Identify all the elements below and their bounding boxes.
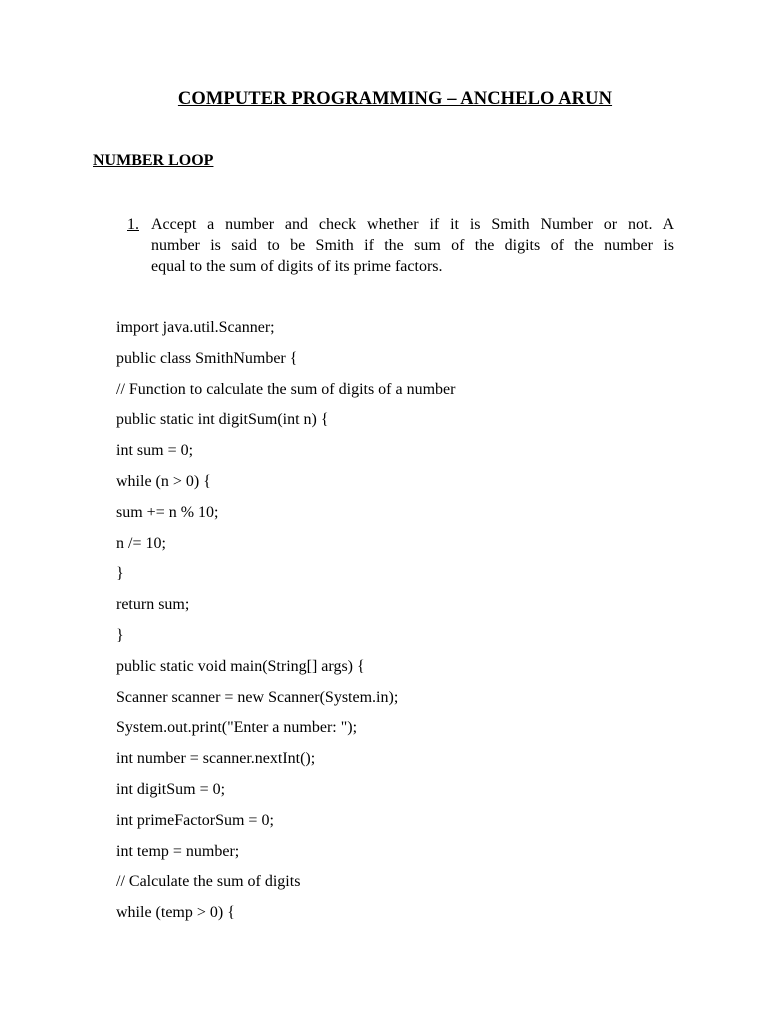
code-line: while (temp > 0) { xyxy=(116,904,235,922)
code-line: import java.util.Scanner; xyxy=(116,319,275,336)
question-line-1 xyxy=(127,214,674,235)
code-line: sum += n % 10; xyxy=(116,503,219,521)
code-line: // Function to calculate the sum of digits of a number xyxy=(116,380,456,398)
section-heading: NUMBER LOOP xyxy=(93,152,214,169)
code-line: while (n > 0) { xyxy=(116,472,211,490)
question-text-line: number is said to be Smith if the sum of the digits of the number is xyxy=(151,237,674,254)
code-line: public static void main(String[] args) { xyxy=(116,657,365,675)
code-line: public class SmithNumber { xyxy=(116,349,298,367)
code-line: return sum; xyxy=(116,596,190,614)
code-line: n /= 10; xyxy=(116,534,166,552)
document-title: COMPUTER PROGRAMMING – ANCHELO ARUN xyxy=(177,89,613,109)
question-line-2 xyxy=(127,235,674,256)
code-block xyxy=(116,318,455,934)
code-line: Scanner scanner = new Scanner(System.in); xyxy=(116,688,399,706)
code-line: } xyxy=(116,626,124,644)
code-line: System.out.print("Enter a number: "); xyxy=(116,719,358,737)
question-number: 1. xyxy=(127,216,139,233)
code-line: } xyxy=(116,565,124,583)
code-line: int temp = number; xyxy=(116,842,240,860)
question-item xyxy=(127,214,674,277)
code-line: int sum = 0; xyxy=(116,442,194,460)
code-line: public static int digitSum(int n) { xyxy=(116,411,329,429)
code-line: int primeFactorSum = 0; xyxy=(116,811,274,829)
code-line: int number = scanner.nextInt(); xyxy=(116,750,316,768)
question-line-3 xyxy=(127,256,674,277)
code-line: int digitSum = 0; xyxy=(116,780,226,798)
question-text-line: Accept a number and check whether if it is Smith Number or not. A xyxy=(151,216,674,233)
code-line: // Calculate the sum of digits xyxy=(116,873,301,891)
question-text-line: equal to the sum of digits of its prime factors. xyxy=(151,258,443,275)
